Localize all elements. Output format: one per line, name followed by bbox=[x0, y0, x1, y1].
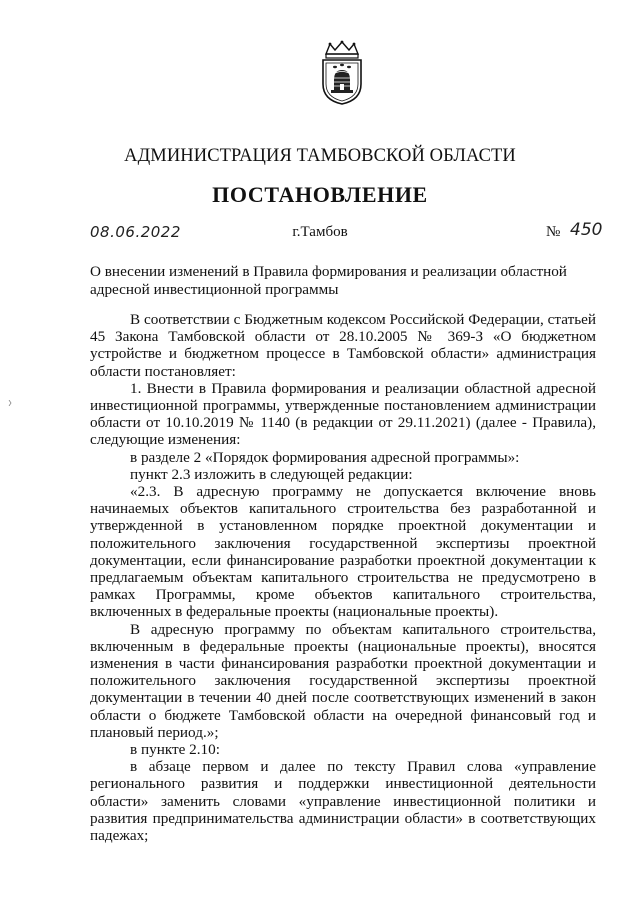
paragraph: в абзаце первом и далее по тексту Правил слова «управление регионального развития и поддержки инвестиционной деятельности области» заменить словами «управление инвестиционной политики и развития предпринимательства администрации области» в соответствующих падежах; bbox=[90, 758, 596, 845]
document-number-label: № bbox=[546, 224, 561, 240]
document-date: 08.06.2022 bbox=[90, 223, 181, 241]
organization-name: АДМИНИСТРАЦИЯ ТАМБОВСКОЙ ОБЛАСТИ bbox=[124, 146, 516, 166]
tambov-coat-of-arms-icon bbox=[318, 40, 366, 106]
paragraph: пункт 2.3 изложить в следующей редакции: bbox=[130, 465, 413, 483]
paragraph: в пункте 2.10: bbox=[130, 741, 220, 759]
document-body bbox=[90, 311, 596, 844]
scan-mark bbox=[8, 400, 12, 406]
paragraph: в разделе 2 «Порядок формирования адресной программы»: bbox=[130, 448, 520, 466]
document-city: г.Тамбов bbox=[292, 224, 348, 240]
paragraph: 1. Внести в Правила формирования и реализации областной адресной инвестиционной программы, утвержденные постановлением администрации области от 10.10.2019 № 1140 (в редакции от 29.11.2021) (далее - Правила), следующие изменения: bbox=[90, 379, 596, 449]
document-subject: О внесении изменений в Правила формирования и реализации областной адресной инвестиционной программы bbox=[90, 263, 567, 298]
paragraph: В соответствии с Бюджетным кодексом Российской Федерации, статьей 45 Закона Тамбовской области от 28.10.2005 № 369-З «О бюджетном устройстве и бюджетном процессе в Тамбовской области» администрация области постановляет: bbox=[90, 311, 596, 380]
document-number: 450 bbox=[570, 220, 603, 240]
document-type: ПОСТАНОВЛЕНИЕ bbox=[212, 182, 428, 207]
paragraph: В адресную программу по объектам капитального строительства, включенным в федеральные проекты (национальные проекты), вносятся изменения в части финансирования разработки проектной документации и положительного заключения государственной экспертизы проектной документации в течении 40 дней после соответствующих изменений в закон области о бюджете Тамбовской области на очередной финансовый год и плановый период.»; bbox=[90, 620, 596, 741]
paragraph: «2.3. В адресную программу не допускается включение вновь начинаемых объектов капитального строительства без разработанной и утвержденной в установленном порядке проектной документации и положительного заключения государственной экспертизы проектной документации, если финансирование разработки проектной документации к предлагаемым объектам капитального строительства не предусмотрено в рамках Программы, кроме объектов капитального строительства, включенных в федеральные проекты (национальные проекты). bbox=[90, 483, 596, 621]
